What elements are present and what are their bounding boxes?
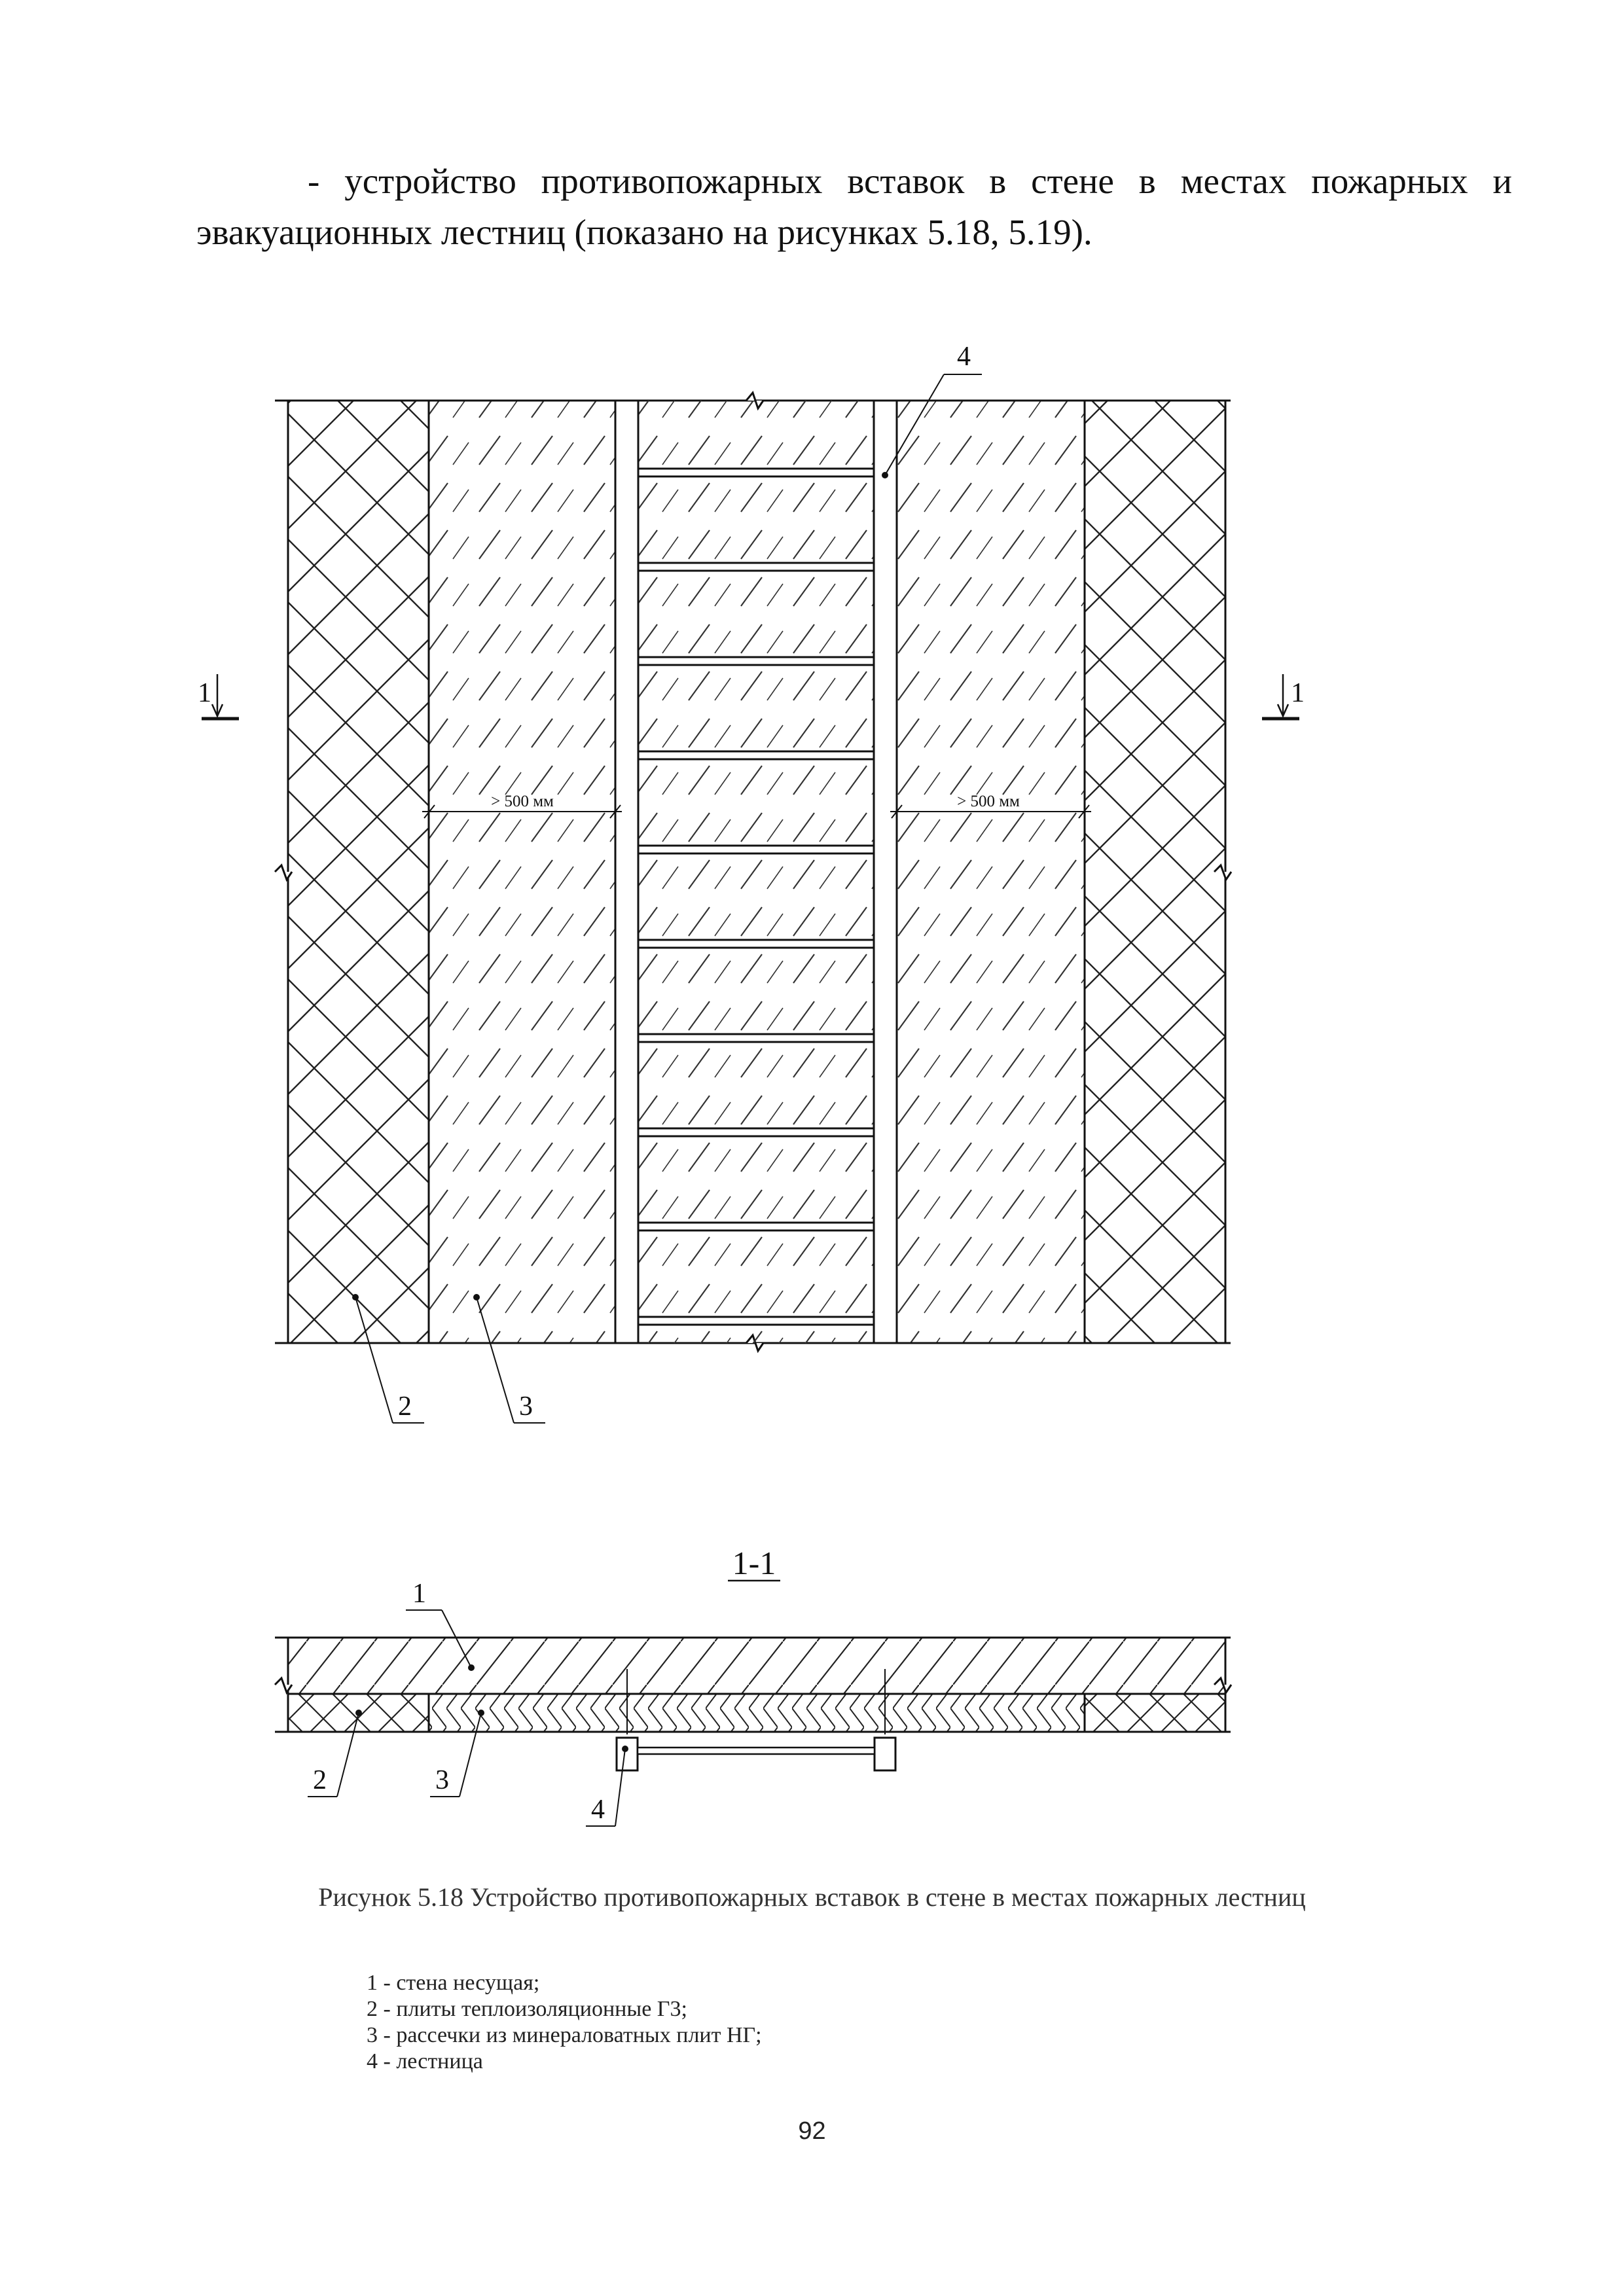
insulation-left <box>288 401 429 1343</box>
legend-item: 4 - лестница <box>367 2049 483 2073</box>
intro-line-1: - устройство противопожарных вставок в стене в местах пожарных и <box>308 161 1512 201</box>
callout-ladder-plan-label: 4 <box>957 342 971 372</box>
callout-firebreak-plan-label: 3 <box>519 1391 533 1422</box>
dimension-left-label: > 500 мм <box>491 793 554 810</box>
section-mark-right-label: 1 <box>1291 678 1305 708</box>
callout-insulation-section-label: 2 <box>313 1765 327 1795</box>
section-title: 1-1 <box>732 1545 776 1581</box>
firebreak-right <box>897 401 1085 1343</box>
firebreak-center <box>638 401 874 1343</box>
ladder-rail-left <box>615 401 638 1343</box>
page-number: 92 <box>798 2117 826 2145</box>
legend-item: 2 - плиты теплоизоляционные Г3; <box>367 1997 687 2021</box>
legend-item: 3 - рассечки из минераловатных плит НГ; <box>367 2023 762 2047</box>
legend-item: 1 - стена несущая; <box>367 1971 540 1995</box>
figure-caption: Рисунок 5.18 Устройство противопожарных вставок в стене в местах пожарных лестниц <box>318 1882 1306 1912</box>
callout-wall-section-label: 1 <box>412 1579 426 1609</box>
callout-ladder-section-label: 4 <box>591 1795 605 1825</box>
section-insulation-right <box>1085 1694 1225 1732</box>
section-mark-left <box>198 674 239 719</box>
ladder-rail-right <box>874 401 897 1343</box>
firebreak-left <box>429 401 615 1343</box>
section-firebreak <box>429 1694 1085 1732</box>
section-view <box>275 1545 1231 1826</box>
dimension-right-label: > 500 мм <box>957 793 1020 810</box>
intro-line-2: эвакуационных лестниц (показано на рисунках 5.18, 5.19). <box>196 212 1092 252</box>
plan-view <box>198 342 1305 1423</box>
section-mark-left-label: 1 <box>198 678 211 708</box>
insulation-right <box>1085 401 1225 1343</box>
section-mark-right <box>1262 674 1305 719</box>
callout-insulation-plan-label: 2 <box>398 1391 412 1422</box>
callout-firebreak-section-label: 3 <box>435 1765 449 1795</box>
section-wall <box>288 1638 1225 1694</box>
